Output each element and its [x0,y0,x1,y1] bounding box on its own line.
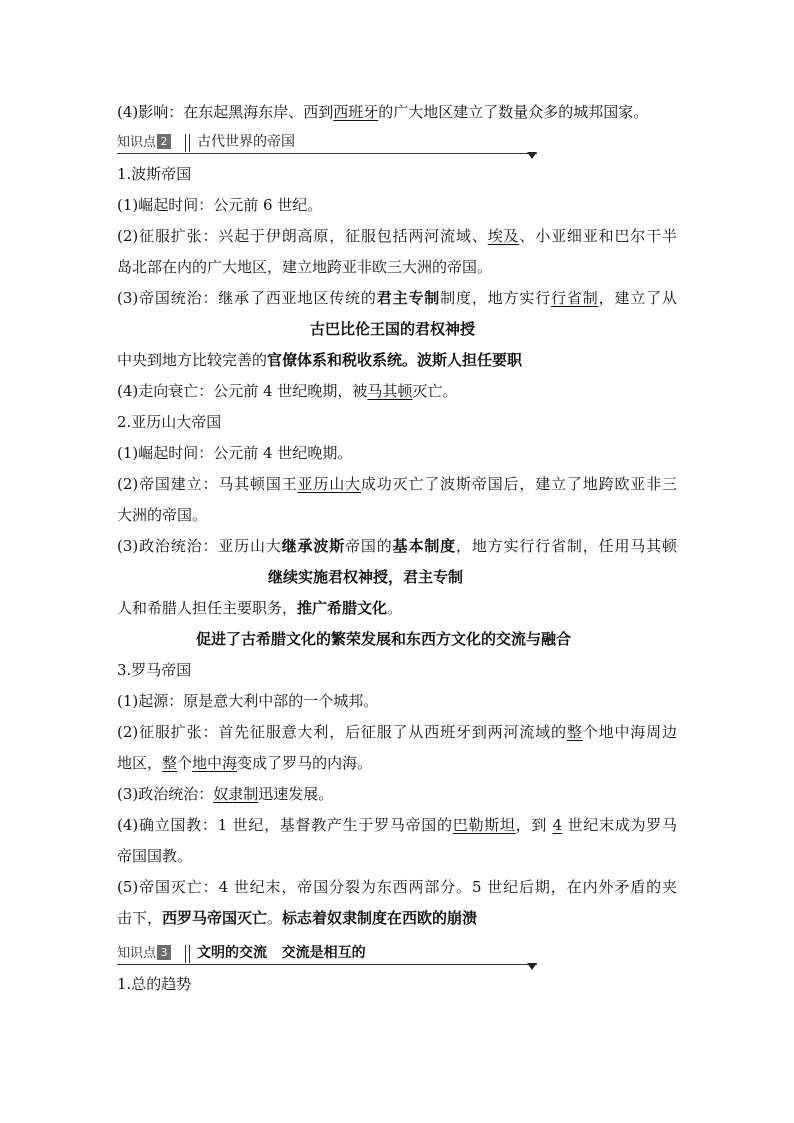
underlined-term: 整 [566,723,583,741]
knowledge-point-label: 知识点 3 [117,944,171,964]
persia-rise-time: (1)崛起时间：公元前 6 世纪。 [117,196,323,214]
triangle-down-icon [527,963,537,970]
knowledge-point-number-badge: 3 [157,945,171,960]
rome-fall-line2: 击下，西罗马帝国灭亡。标志着奴隶制度在西欧的崩溃 [117,909,478,927]
handwritten-annotation: 标志着奴隶制度在西欧的崩溃 [282,909,478,927]
persia-expansion-line1: (2)征服扩张：兴起于伊朗高原，征服包括两河流域、埃及、小亚细亚和巴尔干半 [117,227,677,245]
heading-roman-empire: 3.罗马帝国 [117,661,192,679]
persia-rule-line2: 中央到地方比较完善的官僚体系和税收系统。波斯人担任要职 [117,351,523,369]
rome-expansion-line2: 地区，整个地中海变成了罗马的内海。 [117,754,373,772]
persia-expansion-line2: 岛北部在内的广大地区，建立地跨亚非欧三大洲的帝国。 [117,258,493,276]
underlined-term: 4 [552,816,563,834]
knowledge-point-title: 文明的交流 交流是相互的 [197,945,366,961]
alexander-founding-line1: (2)帝国建立：马其顿国王亚历山大成功灭亡了波斯帝国后，建立了地跨欧亚非三 [117,475,677,493]
rome-religion-line1: (4)确立国教：1 世纪，基督教产生于罗马帝国的巴勒斯坦，到 4 世纪末成为罗马 [117,816,677,834]
rome-origin: (1)起源：原是意大利中部的一个城邦。 [117,692,379,710]
underlined-term: 西班牙 [333,103,379,121]
underlined-term: 巴勒斯坦 [452,816,516,834]
rome-fall-line1: (5)帝国灭亡：4 世纪末，帝国分裂为东西两部分。5 世纪后期，在内外矛盾的夹 [117,878,677,896]
persia-decline: (4)走向衰亡：公元前 4 世纪晚期，被马其顿灭亡。 [117,382,458,400]
persia-rule-line1: (3)帝国统治：继承了西亚地区传统的君主专制制度，地方实行行省制，建立了从 [117,289,677,307]
heading-alexander-empire: 2.亚历山大帝国 [117,413,222,431]
underlined-term: 行省制 [551,289,599,307]
alexander-rise-time: (1)崛起时间：公元前 4 世纪晚期。 [117,444,353,462]
handwritten-annotation: 继续实施君权神授，君主专制 [268,568,464,586]
knowledge-point-2-header [117,131,537,155]
alexander-rule-line2: 人和希腊人担任主要职务，推广希腊文化。 [117,599,403,617]
influence-line: (4)影响：在东起黑海东岸、西到西班牙的广大地区建立了数量众多的城邦国家。 [117,103,649,121]
divider-bars-icon [185,945,193,963]
underlined-term: 埃及 [487,227,520,245]
heading-persian-empire: 1.波斯帝国 [117,165,192,183]
rome-expansion-line1: (2)征服扩张：首先征服意大利，后征服了从西班牙到两河流域的整个地中海周边 [117,723,677,741]
underlined-term: 亚历山大 [297,475,361,493]
underlined-term: 地中海 [192,754,238,772]
alexander-rule-line1: (3)政治统治：亚历山大继承波斯帝国的基本制度，地方实行行省制，任用马其顿 [117,537,677,555]
header-rule [117,153,537,154]
knowledge-point-3-header [117,942,537,966]
underlined-term: 马其顿 [367,382,413,400]
divider-bars-icon [185,134,193,152]
rome-politics: (3)政治统治：奴隶制迅速发展。 [117,785,334,803]
knowledge-point-label: 知识点 2 [117,133,171,153]
underlined-term: 整 [162,754,178,772]
header-rule [117,964,537,965]
triangle-down-icon [527,152,537,159]
heading-general-trend: 1.总的趋势 [117,975,192,993]
alexander-founding-line2: 大洲的帝国。 [117,506,208,524]
knowledge-point-number-badge: 2 [157,134,171,149]
handwritten-annotation: 促进了古希腊文化的繁荣发展和东西方文化的交流与融合 [196,630,572,648]
rome-religion-line2: 帝国国教。 [117,847,193,865]
handwritten-annotation: 古巴比伦王国的君权神授 [310,320,476,338]
underlined-term: 奴隶制 [213,785,259,803]
knowledge-point-title: 古代世界的帝国 [197,134,295,150]
